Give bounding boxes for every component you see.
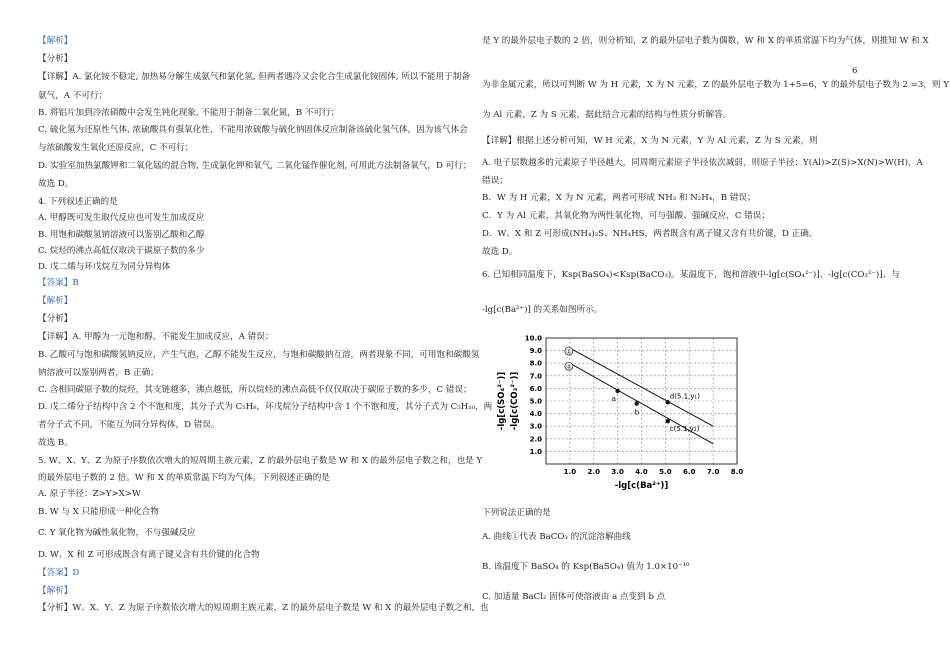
right-line: D．W、X 和 Z 可形成(NH₄)₂S、NH₄HS，两者既含有离子键又含有共价键，D 正确。 [482,229,818,239]
right-line: 故选 D。 [482,247,518,257]
left-line: C. 硫化氢为还原性气体, 浓硫酸具有强氧化性，不能用浓硫酸与硫化钠固体反应制备该硫化氢气体，因为该气体会 [38,125,468,135]
point-label: a [611,394,616,403]
left-line: 【解析】 [38,586,73,596]
right-line: C．Y 为 Al 元素，其氧化物为两性氧化物，可与强酸、强碱反应，C 错误； [482,211,770,221]
data-point [666,419,670,423]
right-line: 6 [852,66,858,76]
left-line: 【答案】D [38,568,80,578]
right-line: 为 Al 元素，Z 为 S 元素，据此结合元素的结构与性质分析解答。 [482,110,732,120]
y-tick-label: 8.0 [529,359,542,368]
right-line: A. 曲线①代表 BaCO₃ 的沉淀溶解曲线 [482,532,631,542]
y-tick-label: 7.0 [529,372,542,381]
right-line: B．W 为 H 元素，X 为 N 元素，两者可形成 NH₃ 和 N₂H₄，B 错误； [482,193,756,203]
y-axis-label: -lg[c(SO₄²⁻)] [497,371,507,431]
x-tick-label: 5.0 [659,468,672,476]
right-line: 6. 已知相同温度下，Ksp(BaSO₄)<Ksp(BaCO₃)。某温度下，饱和溶液中-lg[c(SO₄²⁻)]、-lg[c(CO₃²⁻)]、与 [482,270,900,280]
x-tick-label: 6.0 [683,468,696,476]
left-line: 【答案】B [38,278,79,288]
data-point [666,400,670,404]
x-tick-label: 4.0 [635,468,648,476]
right-line: -lg[c(Ba²⁺)] 的关系如图所示。 [482,305,603,315]
left-line: D. 戊二烯与环戊烷互为同分异构体 [38,262,171,272]
point-label: d(5.1,y₁) [669,392,700,401]
left-line: B. 用饱和碳酸氢钠溶液可以鉴别乙酸和乙醇 [38,230,205,240]
data-point [615,389,619,393]
left-line: A. 甲醇既可发生取代反应也可发生加成反应 [38,213,205,223]
left-line: 故选 B。 [38,438,73,448]
right-line: 为非金属元素，所以可判断 W 为 H 元素，X 为 N 元素，Z 的最外层电子数为 1+5=6，Y 的最外层电子数为 2 =3，则 Y [482,80,949,90]
left-line: B. W 与 X 只能形成一种化合物 [38,507,159,517]
y-tick-label: 9.0 [529,347,542,356]
left-line: 氨气，A 不可行； [38,91,108,101]
right-line: 错误； [482,176,508,186]
left-line: 故选 D。 [38,179,74,189]
right-line: A. 电子层数越多的元素原子半径越大，同周期元素原子半径依次减弱，则原子半径：Y(Al)>Z(S)>X(N)>W(H)，A [482,158,923,168]
y-tick-label: 1.0 [529,447,542,456]
left-line: C. Y 氧化物为碱性氧化物，不与强碱反应 [38,528,196,538]
right-line: C. 加适量 BaCl₂ 固体可使溶液由 a 点变到 b 点 [482,592,666,602]
right-line: 是 Y 的最外层电子数的 2 倍，则分析知，Z 的最外层电子数为偶数，W 和 X 的单质常温下均为气体，则推知 W 和 X [482,36,929,46]
y-tick-label: 5.0 [529,397,542,406]
left-line: 【详解】A. 氯化铵不稳定, 加热易分解生成氨气和氯化氢, 但两者遇冷又会化合生成氯化铵固体, 所以不能用于制备 [38,72,470,82]
series-name: ① [566,348,572,356]
y-tick-label: 6.0 [529,384,542,393]
y-tick-label: 3.0 [529,422,542,431]
point-label: b [634,408,640,417]
left-line: 【详解】A. 甲醇为一元饱和醇，不能发生加成反应，A 错误； [38,332,274,342]
right-line: 【详解】根据上述分析可知，W H 元素，X 为 N 元素，Y 为 Al 元素，Z 为 S 元素，则 [482,136,818,146]
x-tick-label: 2.0 [587,468,600,476]
solubility-chart [482,330,752,505]
left-line: 【分析】 [38,314,73,324]
left-line: 【分析】 [38,54,73,64]
right-line: B. 该温度下 BaSO₄ 的 Ksp(BaSO₄) 值为 1.0×10⁻¹⁰ [482,562,690,572]
left-line: 与浓硫酸发生氧化还原反应，C 不可行； [38,143,194,153]
left-line: D. 实验室加热氯酸钾和二氧化锰的混合物, 生成氯化钾和氧气, 二氧化锰作催化剂, 可用此方法制备氧气，D 可行； [38,161,472,171]
x-tick-label: 3.0 [611,468,624,476]
left-line: 者分子式不同，不能互为同分异构体，D 错误。 [38,420,220,430]
y-tick-label: 4.0 [529,410,542,419]
x-tick-label: 8.0 [730,468,744,476]
x-tick-label: 7.0 [706,468,720,476]
left-line: 5. W、X、Y、Z 为原子序数依次增大的短周期主族元素，Z 的最外层电子数是 W 和 X 的最外层电子数之和，也是 Y [38,456,483,466]
y-tick-label: 2.0 [529,435,542,444]
right-line: 下列说法正确的是 [482,508,551,518]
left-line: 【分析】W、X、Y、Z 为原子序数依次增大的短周期主族元素，Z 的最外层电子数是 W 和 X 的最外层电子数之和，也 [38,603,489,613]
left-line: 的最外层电子数的 2 倍。W 和 X 的单质常温下均为气体。下列叙述正确的是 [38,473,330,483]
y-axis-label: -lg[c(CO₃²⁻)] [510,371,520,431]
left-line: D. W、X 和 Z 可形成既含有离子键又含有共价键的化合物 [38,550,260,560]
left-line: D. 戊二烯分子结构中含 2 个不饱和度，其分子式为 C₅H₈，环戊烷分子结构中含 1 个不饱和度，其分子式为 C₅H₁₀，两 [38,402,493,412]
left-line: 【解析】 [38,36,73,46]
left-line: B. 乙酸可与饱和碳酸氢钠反应，产生气泡，乙醇不能发生反应，与饱和碳酸钠互溶，两者现象不同，可用饱和碳酸氢 [38,350,480,360]
series-name: ② [566,363,572,371]
point-label: c(5.1,y₂) [669,425,700,434]
x-tick-label: 1.0 [563,468,577,476]
left-line: 4. 下列叙述正确的是 [38,197,118,207]
left-line: B. 将铝片加到冷浓硝酸中会发生钝化现象, 不能用于制备二氧化氮，B 不可行； [38,108,340,118]
left-line: C. 含相同碳原子数的烷烃，其支链越多，沸点越低，所以烷烃的沸点高低不仅仅取决于碳原子数的多少，C 错误； [38,385,472,395]
x-axis-label: -lg[c(Ba²⁺)] [614,481,669,491]
left-line: C. 烷烃的沸点高低仅取决于碳原子数的多少 [38,246,205,256]
data-point [635,401,639,405]
left-line: A. 原子半径：Z>Y>X>W [38,489,141,499]
left-line: 钠溶液可以鉴别两者，B 正确； [38,368,159,378]
y-tick-label: 10.0 [524,334,542,343]
left-line: 【解析】 [38,296,73,306]
